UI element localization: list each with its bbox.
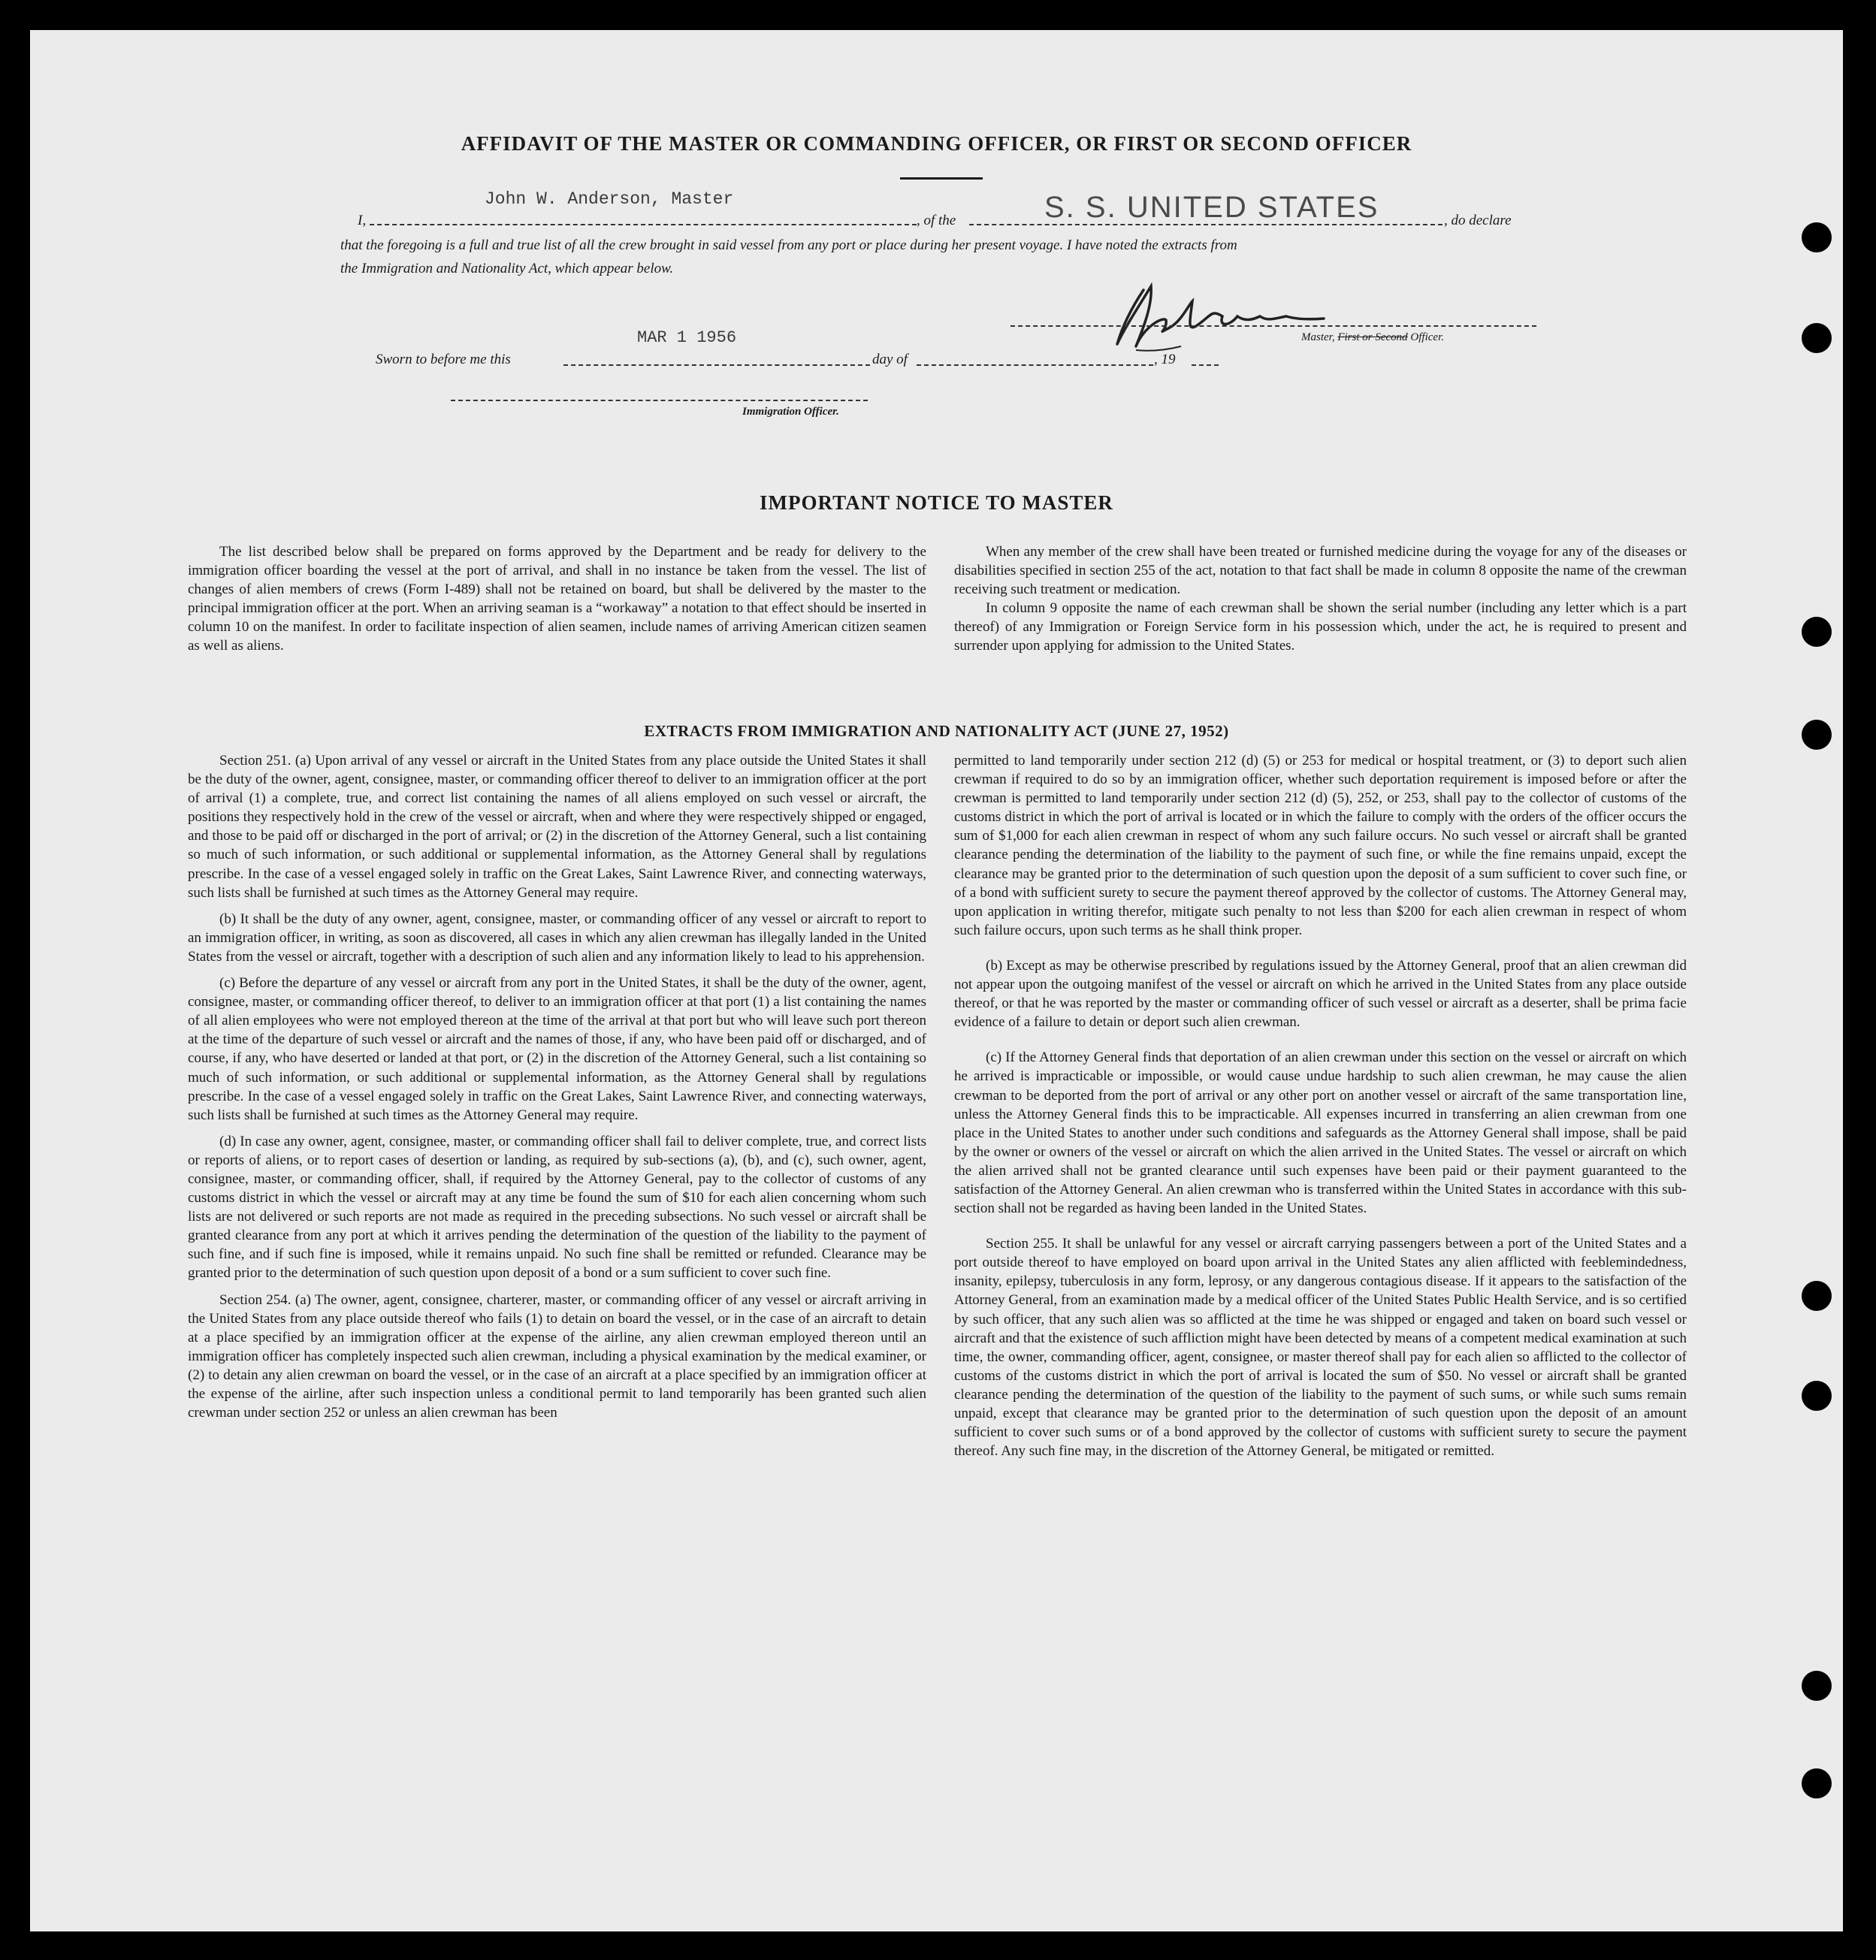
title-officer: Officer. bbox=[1410, 331, 1444, 343]
title-rule bbox=[900, 177, 983, 180]
section-251-a: Section 251. (a) Upon arrival of any vessel or aircraft in the United States from any place outside the United States it shall be the duty of the owner, agent, consignee, master, or commanding officer thereof to deliver to an immigration officer at the port of arrival (1) a complete, true, and correct list containing the names of all aliens employed on such vessel or aircraft, the positions they respectively hold in the crew of the vessel or aircraft, when and where they were respectively shipped or engaged, and those to be paid off or discharged in the port of arrival; or (2) in the discretion of the Attorney General, such a list containing so much of such information, or such additional or supplemental information, as the Attorney General shall by regulations prescribe. In the case of a vessel engaged solely in traffic on the Great Lakes, Saint Lawrence River, and connecting waterways, such lists shall be furnished at such times as the Attorney General may require. bbox=[188, 753, 926, 901]
officer-line bbox=[451, 400, 868, 401]
binder-hole bbox=[1802, 323, 1832, 353]
extracts-left-column bbox=[188, 751, 926, 1422]
signature-line bbox=[1011, 325, 1536, 327]
name-line bbox=[370, 224, 917, 225]
extracts-right-column bbox=[954, 751, 1687, 1460]
binder-hole bbox=[1802, 1671, 1832, 1701]
of-the-label: , of the bbox=[917, 213, 956, 228]
section-255: Section 255. It shall be unlawful for any vessel or aircraft carrying passengers between a port of the United States and a port outside thereof to have employed on board upon arrival in the United States any alien afflicted with feeblemindedness, insanity, epilepsy, tuberculosis in any form, leprosy, or any dangerous contagious disease. If it appears to the satisfaction of the Attorney General, from an examination made by a medical officer of the United States Public Health Service, and is so certified by such officer, that any such alien was so afflicted at the time he was shipped or engaged and taken on board such vessel or aircraft and that the existence of such affliction might have been detected by means of a competent medical examination at such time, the owner, commanding officer, agent, consignee, or master thereof shall pay for each alien so afflicted to the collector of customs of the customs district in which the port of arrival is located the sum of $50. No vessel or aircraft shall be granted clearance pending the determination of the question of the liability to the payment of such sums, or while such sums remain unpaid, except that clearance may be granted prior to the determination of such question upon the deposit of an amount sufficient to cover such sums or of a bond approved by the collector of customs with sufficient surety to secure the payment thereof. Any such fine may, in the discretion of the Attorney General, be mitigated or remitted. bbox=[954, 1236, 1687, 1460]
vessel-name-stamp: S. S. UNITED STATES bbox=[1044, 191, 1379, 224]
notice-right-paragraph-1: When any member of the crew shall have been treated or furnished medicine during the voyage for any of the diseases or disabilities specified in section 255 of the act, notation to that fact shall be made in column 8 opposite the name of the crewman receiving such treatment or medication. bbox=[954, 544, 1687, 598]
binder-hole bbox=[1802, 1381, 1832, 1411]
notice-right-paragraph-2: In column 9 opposite the name of each crewman shall be shown the serial number (including any letter which is a part thereof) of any Immigration or Foreign Service form in his possession which, under the act, he is required to present and surrender upon applying for admission to the United States. bbox=[954, 600, 1687, 654]
vessel-line bbox=[969, 224, 1442, 225]
title-master: Master, bbox=[1301, 331, 1335, 343]
immigration-officer-label: Immigration Officer. bbox=[742, 406, 839, 418]
declaration-line-2: the Immigration and Nationality Act, which appear below. bbox=[340, 261, 674, 276]
master-name: John W. Anderson, Master bbox=[485, 189, 734, 209]
year-line bbox=[1192, 364, 1219, 366]
title-struck: First or Second bbox=[1337, 331, 1408, 343]
section-254-a-continued: permitted to land temporarily under section 212 (d) (5) or 253 for medical or hospital treatment, or (3) to deport such alien crewman if required to do so by an immigration officer, whether such deportation requirement is imposed before or after the crewman is permitted to land temporarily under section 212 (d) (5), 252, or 253, shall pay to the collector of customs of the customs district in which the port of arrival is located or in which the failure to comply with the orders of the officer occurs the sum of $1,000 for each alien crewman in respect of whom any such failure occurs. No such vessel or aircraft shall be granted clearance pending the determination of the liability to the payment of such fine, or while the fine remains unpaid, except the clearance may be granted prior to the determination of such question upon the deposit of a sum sufficient to cover such fine, or of a bond with sufficient surety to secure the payment thereof approved by the collector of customs. The Attorney General may, upon application in writing therefor, mitigate such penalty to not less than $200 for each alien crewman in respect of whom such failure occurs, upon such terms as he shall think proper. bbox=[954, 753, 1687, 938]
date-stamp: MAR 1 1956 bbox=[637, 328, 737, 347]
affidavit-title: AFFIDAVIT OF THE MASTER OR COMMANDING OFFICER, OR FIRST OR SECOND OFFICER bbox=[461, 132, 1412, 155]
notice-right-column bbox=[954, 542, 1687, 656]
binder-hole bbox=[1802, 617, 1832, 647]
day-of-label: day of bbox=[872, 352, 908, 367]
declaration-line-1: that the foregoing is a full and true list of all the crew brought in said vessel from any port or place during her present voyage. I have noted the extracts from bbox=[340, 237, 1237, 253]
extracts-title: EXTRACTS FROM IMMIGRATION AND NATIONALITY ACT (JUNE 27, 1952) bbox=[644, 722, 1229, 740]
document-page bbox=[30, 30, 1843, 1931]
section-254-b: (b) Except as may be otherwise prescribed by regulations issued by the Attorney General, proof that an alien crewman did not appear upon the outgoing manifest of the vessel or aircraft on which he arrived in the United States from any place outside thereof, or that he was reported by the master or commanding officer of such vessel or aircraft as a deserter, shall be prima facie evidence of a failure to detain or deport such alien crewman. bbox=[954, 957, 1687, 1031]
section-251-b: (b) It shall be the duty of any owner, agent, consignee, master, or commanding officer of any vessel or aircraft to report to an immigration officer, in writing, as soon as discovered, all cases in which any alien crewman has illegally landed in the United States from the vessel or aircraft, together with a description of such alien and any information likely to lead to his apprehension. bbox=[188, 911, 926, 965]
binder-hole bbox=[1802, 222, 1832, 252]
section-254-a: Section 254. (a) The owner, agent, consignee, charterer, master, or commanding officer of any vessel or aircraft arriving in the United States from any place outside thereof who fails (1) to detain on board the vessel, or in the case of an aircraft to detain at a place specified by an immigration officer at the expense of the airline, any alien crewman employed thereon until an immigration officer has completely inspected such alien crewman, including a physical examination by the medical examiner, or (2) to detain any alien crewman on board the vessel, or in the case of an aircraft at a place specified by an immigration officer at the expense of the airline, after such inspection unless a conditional permit to land temporarily has been granted such alien crewman under section 252 or unless an alien crewman has been bbox=[188, 1291, 926, 1421]
notice-title: IMPORTANT NOTICE TO MASTER bbox=[760, 491, 1113, 514]
master-signature bbox=[1098, 275, 1331, 358]
i-label: I, bbox=[358, 213, 367, 228]
binder-hole bbox=[1802, 1768, 1832, 1798]
section-254-c: (c) If the Attorney General finds that deportation of an alien crewman under this section on the vessel or aircraft on which he arrived is impracticable or impossible, or would cause undue hardship to such alien crewman, he may cause the alien crewman to be deported from the port of arrival or any other port on another vessel or aircraft of the same transportation line, unless the Attorney General finds this to be impracticable. All expenses incurred in transferring an alien crewman from one place in the United States to another under such conditions and safeguards as the Attorney General shall impose, shall be paid by the owner or owners of the vessel or aircraft on which the alien arrived in the United States. The vessel or aircraft on which the alien arrived shall not be granted clearance until such expenses have been paid or their payment guaranteed to the satisfaction of the Attorney General. An alien crewman who is transferred within the United States in accordance with this sub-section shall not be regarded as having been landed in the United States. bbox=[954, 1049, 1687, 1217]
year-label: , 19 bbox=[1154, 352, 1176, 367]
section-251-c: (c) Before the departure of any vessel or aircraft from any port in the United States, it shall be the duty of the owner, agent, consignee, master, or commanding officer thereof, to deliver to an immigration officer at that port (1) a list containing the names of all alien employees who were not employed thereon at the time of the arrival at that port but who will leave such port thereon at the time of the departure of such vessel or aircraft and the names of those, if any, who have been paid off or discharged, and of course, if any, who have deserted or landed at that port, or (2) in the discretion of the Attorney General, such a list containing so much of such information, or such additional or supplemental information, as the Attorney General shall by regulations prescribe. In the case of a vessel engaged solely in traffic on the Great Lakes, Saint Lawrence River, and connecting waterways, such lists shall be furnished at such times as the Attorney General may require. bbox=[188, 975, 926, 1123]
section-251-d: (d) In case any owner, agent, consignee, master, or commanding officer shall fail to deliver complete, true, and correct lists or reports of aliens, or to report cases of desertion or landing, as required by sub-sections (a), (b), and (c), such owner, agent, consignee, master, or commanding officer, shall, if required by the Attorney General, pay to the collector of customs of any customs district in which the vessel or aircraft may at any time be found the sum of $10 for each alien concerning whom such lists are not delivered or such reports are not made as required in the preceding subsections. No such vessel or aircraft shall be granted clearance from any port at which it arrives pending the determination of the question of the liability to the payment of such fine, and if such fine is imposed, while it remains unpaid. No such fine shall be remitted or refunded. Clearance may be granted prior to the determination of such question upon deposit of a bond or a sum sufficient to cover such fine. bbox=[188, 1133, 926, 1282]
sworn-label: Sworn to before me this bbox=[376, 352, 511, 367]
notice-left-column bbox=[188, 542, 926, 656]
sworn-day-line bbox=[563, 364, 870, 366]
notice-left-paragraph: The list described below shall be prepared on forms approved by the Department and be ready for delivery to the immigration officer boarding the vessel at the port of arrival, and shall in no instance be taken from the vessel. The list of changes of alien members of crews (Form I-489) shall not be retained on board, but shall be delivered by the master to the principal immigration officer at the port. When an arriving seaman is a “workaway” a notation to that effect should be inserted in column 10 on the manifest. In order to facilitate inspection of alien seamen, include names of arriving American citizen seamen as well as aliens. bbox=[188, 544, 926, 654]
do-declare-label: , do declare bbox=[1444, 213, 1512, 228]
signature-title bbox=[1301, 331, 1444, 344]
sworn-month-line bbox=[917, 364, 1153, 366]
binder-hole bbox=[1802, 1281, 1832, 1311]
